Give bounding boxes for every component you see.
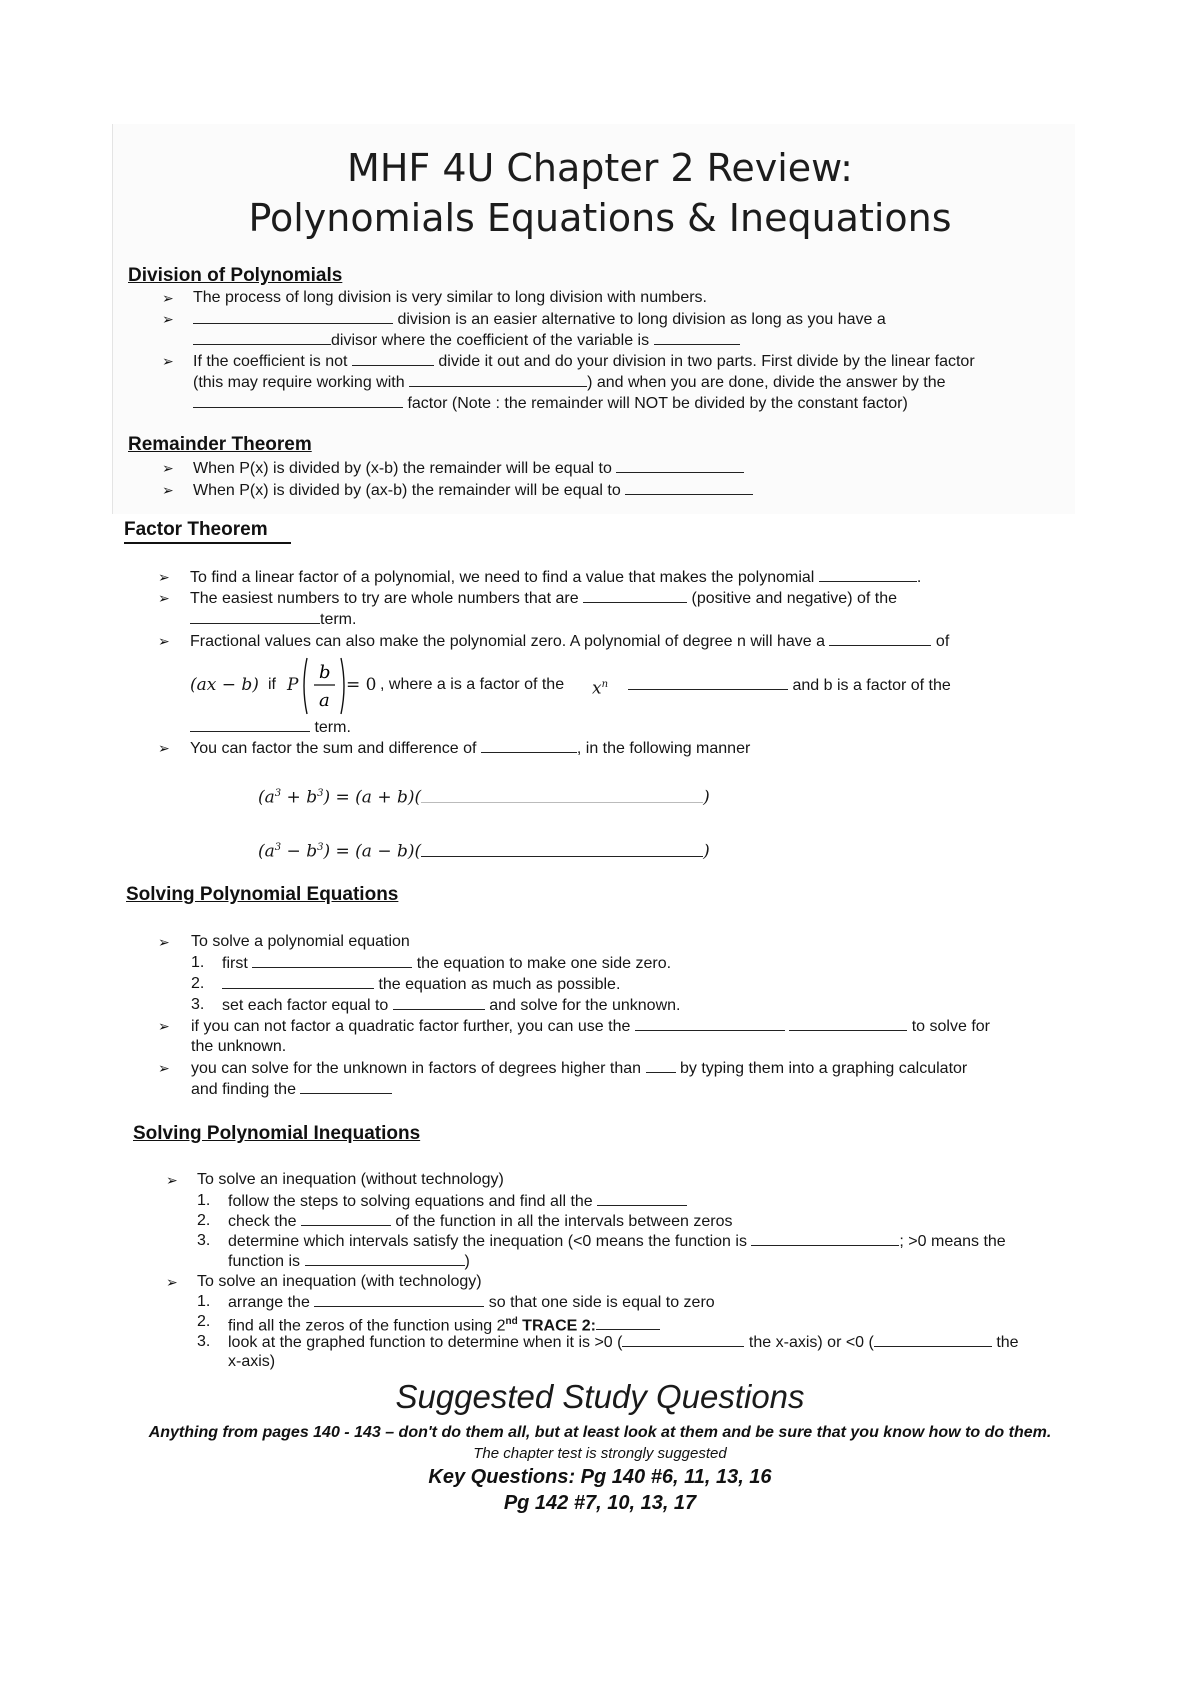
bullet-icon: ➢	[158, 1060, 170, 1076]
division-bullet-3-cont2	[193, 393, 908, 414]
solving-ineq-tech-step-1-a: arrange the	[228, 1294, 310, 1311]
fill-in-blank[interactable]	[314, 1292, 484, 1307]
solving-eq-step-3-b: and solve for the unknown.	[489, 997, 681, 1014]
step-number: 3.	[197, 1333, 211, 1350]
suggested-line-1: Anything from pages 140 - 143 – don't do them all, but at least look at them and be sure that you know how to do them.	[148, 1424, 1052, 1441]
bullet-icon: ➢	[162, 482, 174, 498]
solving-ineq-tech-step-2-sup: nd	[505, 1316, 518, 1327]
close-paren: )	[703, 841, 710, 862]
division-bullet-3-cont	[193, 372, 946, 393]
bullet-icon: ➢	[162, 311, 174, 327]
left-paren	[304, 658, 307, 714]
solving-eq-bullet-2-b: to solve for	[911, 1018, 990, 1035]
solving-ineq-step-3-c: function is	[228, 1253, 301, 1270]
solving-ineq-step-1-text: follow the steps to solving equations and find all the	[228, 1193, 593, 1210]
close-paren: )	[703, 787, 710, 808]
fill-in-blank[interactable]	[222, 974, 374, 989]
fill-in-blank[interactable]	[193, 330, 331, 345]
division-bullet-2-cont	[193, 330, 740, 351]
factor-bullet-2-cont	[190, 609, 356, 630]
solving-eq-step-1-b: the equation to make one side zero.	[416, 955, 672, 972]
fill-in-blank[interactable]	[190, 717, 310, 732]
section-heading-division: Division of Polynomials	[128, 265, 343, 286]
fill-in-blank[interactable]	[409, 372, 587, 387]
suggested-study-heading: Suggested Study Questions	[395, 1378, 805, 1415]
fill-in-blank[interactable]	[622, 1332, 744, 1347]
exponent: 3	[317, 842, 324, 853]
remainder-bullet-2	[193, 480, 753, 501]
bullet-icon: ➢	[166, 1172, 178, 1188]
solving-eq-step-1	[222, 953, 671, 974]
sum-lhs: (a	[258, 787, 275, 808]
solving-eq-bullet-3-b: by typing them into a graphing calculator	[679, 1060, 968, 1077]
factor-bullet-3-andb: and b is a factor of the	[792, 677, 951, 694]
step-number: 1.	[191, 954, 205, 971]
section-heading-remainder: Remainder Theorem	[128, 434, 312, 455]
key-questions-line-2: Pg 142 #7, 10, 13, 17	[503, 1492, 697, 1514]
fill-in-blank[interactable]	[751, 1231, 899, 1246]
diff-lhs: (a	[258, 841, 275, 862]
factor-bullet-2-text-b: (positive and negative) of the	[691, 590, 898, 607]
step-number: 2.	[191, 975, 205, 992]
remainder-bullet-1	[193, 458, 744, 479]
bullet-icon: ➢	[162, 353, 174, 369]
solving-eq-bullet-3-c: and finding the	[191, 1081, 296, 1098]
division-bullet-3-text-a: If the coefficient is not	[193, 353, 348, 370]
factor-math-P: P	[287, 675, 299, 695]
section-heading-solving-equations: Solving Polynomial Equations	[126, 884, 399, 905]
factor-bullet-3-text-a: Fractional values can also make the polynomial zero. A polynomial of degree n will have a	[190, 633, 826, 650]
solving-eq-bullet-1: To solve a polynomial equation	[191, 933, 410, 950]
remainder-bullet-1-text: When P(x) is divided by (x-b) the remainder will be equal to	[193, 460, 612, 477]
solving-ineq-tech-step-3-c: the	[996, 1334, 1019, 1351]
page-title-line1: MHF 4U Chapter 2 Review:	[347, 146, 853, 190]
factor-bullet-3-cont	[190, 717, 351, 738]
fill-in-blank[interactable]	[252, 953, 412, 968]
fill-in-blank[interactable]	[819, 567, 917, 582]
right-paren	[341, 658, 344, 714]
division-bullet-2-cont-text: divisor where the coefficient of the variable is	[331, 332, 650, 349]
solving-ineq-tech-step-1-b: so that one side is equal to zero	[488, 1294, 715, 1311]
solving-eq-step-1-a: first	[222, 955, 248, 972]
heading-underline	[124, 542, 291, 544]
fill-in-blank[interactable]	[625, 480, 753, 495]
section-heading-solving-inequations: Solving Polynomial Inequations	[133, 1123, 421, 1144]
solving-ineq-step-3-d: )	[464, 1253, 470, 1270]
fill-in-blank[interactable]	[829, 631, 931, 646]
solving-eq-step-2	[222, 974, 620, 995]
fill-in-blank[interactable]	[654, 330, 740, 345]
division-bullet-2	[193, 309, 886, 330]
solving-ineq-tech-step-3-b: the x-axis) or <0 (	[748, 1334, 874, 1351]
fill-in-blank[interactable]	[305, 1251, 465, 1266]
factor-bullet-3-blank-row	[628, 675, 951, 696]
solving-ineq-step-2-b: of the function in all the intervals between zeros	[395, 1213, 733, 1230]
fill-in-blank[interactable]	[597, 1191, 687, 1206]
diff-mid: − b	[281, 841, 318, 862]
fill-in-blank[interactable]	[300, 1079, 392, 1094]
solving-ineq-step-3-a: determine which intervals satisfy the inequation (<0 means the function is	[228, 1233, 747, 1250]
step-number: 1.	[197, 1192, 211, 1209]
factor-bullet-4-text-a: You can factor the sum and difference of	[190, 740, 477, 757]
solving-eq-bullet-2-cont: the unknown.	[191, 1038, 287, 1055]
fill-in-blank[interactable]	[583, 588, 687, 603]
solving-ineq-tech-step-2-b: TRACE 2:	[517, 1317, 596, 1335]
exponent: 3	[274, 842, 282, 853]
fill-in-blank[interactable]	[635, 1016, 785, 1031]
fill-in-blank[interactable]	[616, 458, 744, 473]
fill-in-blank[interactable]	[596, 1315, 660, 1330]
factor-bullet-4	[190, 738, 750, 759]
solving-eq-step-3	[222, 995, 680, 1016]
division-bullet-3-text-d: ) and when you are done, divide the answer by the	[587, 374, 946, 391]
division-bullet-3	[193, 351, 975, 372]
bullet-icon: ➢	[158, 590, 170, 606]
difference-of-cubes	[258, 838, 710, 862]
division-bullet-3-text-e: factor (Note : the remainder will NOT be divided by the constant factor)	[407, 395, 908, 412]
factor-bullet-4-text-b: , in the following manner	[576, 740, 751, 757]
fraction-denominator: a	[319, 690, 330, 711]
fill-in-blank[interactable]	[393, 995, 485, 1010]
factor-bullet-2	[190, 588, 897, 609]
solving-ineq-step-3-b: ; >0 means the	[899, 1233, 1006, 1250]
solving-ineq-step-2	[228, 1211, 732, 1232]
bullet-icon: ➢	[158, 934, 170, 950]
fill-in-blank[interactable]	[646, 1058, 676, 1073]
factor-math-ax-b: (ax − b)	[190, 675, 259, 695]
factor-bullet-3-text-b: of	[935, 633, 950, 650]
solving-eq-step-2-b: the equation as much as possible.	[378, 976, 621, 993]
division-bullet-1: The process of long division is very similar to long division with numbers.	[193, 289, 707, 306]
solving-ineq-bullet-2: To solve an inequation (with technology)	[197, 1273, 482, 1290]
factor-bullet-1-end: .	[916, 569, 922, 586]
bullet-icon: ➢	[162, 290, 174, 306]
step-number: 2.	[197, 1212, 211, 1229]
fill-in-blank[interactable]	[421, 842, 703, 857]
solving-ineq-tech-step-3	[228, 1332, 1019, 1353]
solving-ineq-tech-step-2-a: find all the zeros of the function using 2	[228, 1317, 506, 1335]
fill-in-blank[interactable]	[628, 675, 788, 690]
factor-math-if: if	[268, 676, 276, 693]
fill-in-blank[interactable]	[481, 738, 577, 753]
solving-eq-bullet-3	[191, 1058, 967, 1079]
bullet-icon: ➢	[158, 633, 170, 649]
factor-bullet-3	[190, 631, 949, 652]
page-title-line2: Polynomials Equations & Inequations	[248, 196, 952, 240]
fill-in-blank[interactable]	[352, 351, 434, 366]
suggested-line-2: The chapter test is strongly suggested	[473, 1445, 727, 1462]
sum-mid: + b	[281, 787, 318, 808]
fraction-numerator: b	[319, 662, 331, 683]
step-number: 3.	[197, 1232, 211, 1249]
fill-in-blank[interactable]	[301, 1211, 391, 1226]
exponent: 3	[274, 788, 282, 799]
bullet-icon: ➢	[158, 740, 170, 756]
fill-in-blank[interactable]	[193, 393, 403, 408]
solving-ineq-step-1	[228, 1191, 687, 1212]
bullet-icon: ➢	[158, 569, 170, 585]
exponent: 3	[317, 788, 324, 799]
section-heading-factor: Factor Theorem	[124, 519, 268, 540]
factor-bullet-3-where: , where a is a factor of the	[380, 676, 565, 693]
factor-bullet-1-text: To find a linear factor of a polynomial, we need to find a value that makes the polynomial	[190, 569, 815, 586]
step-number: 3.	[191, 996, 205, 1013]
solving-ineq-tech-step-3-a: look at the graphed function to determine when it is >0 (	[228, 1334, 623, 1351]
fill-in-blank[interactable]	[421, 788, 703, 803]
solving-ineq-bullet-1: To solve an inequation (without technology)	[197, 1171, 504, 1188]
solving-ineq-tech-step-3-cont: x-axis)	[228, 1353, 276, 1370]
fill-in-blank[interactable]	[190, 609, 320, 624]
solving-eq-bullet-2-a: if you can not factor a quadratic factor further, you can use the	[191, 1018, 631, 1035]
key-questions-line-1: Key Questions: Pg 140 #6, 11, 13, 16	[428, 1466, 772, 1488]
solving-ineq-tech-step-1	[228, 1292, 715, 1313]
solving-ineq-step-3-cont	[228, 1251, 470, 1272]
remainder-bullet-2-text: When P(x) is divided by (ax-b) the remainder will be equal to	[193, 482, 621, 499]
solving-ineq-step-3	[228, 1231, 1006, 1252]
solving-eq-bullet-3-cont	[191, 1079, 392, 1100]
diff-rhs: ) = (a − b)(	[323, 841, 422, 862]
solving-eq-bullet-3-a: you can solve for the unknown in factors of degrees higher than	[191, 1060, 642, 1077]
factor-bullet-3-term: term.	[314, 719, 351, 736]
solving-ineq-step-2-a: check the	[228, 1213, 297, 1230]
step-number: 2.	[197, 1313, 211, 1330]
factor-math-xn	[592, 675, 608, 699]
fill-in-blank[interactable]	[789, 1016, 907, 1031]
division-bullet-2-text: division is an easier alternative to long division as long as you have a	[397, 311, 886, 328]
factor-math-x: x	[592, 678, 602, 699]
factor-bullet-2-text-c: term.	[320, 611, 357, 628]
fill-in-blank[interactable]	[874, 1332, 992, 1347]
factor-bullet-2-text-a: The easiest numbers to try are whole numbers that are	[190, 590, 579, 607]
bullet-icon: ➢	[162, 460, 174, 476]
sum-rhs: ) = (a + b)(	[323, 787, 422, 808]
solving-eq-step-3-a: set each factor equal to	[222, 997, 389, 1014]
factor-math-eq0: = 0	[346, 675, 377, 695]
solving-eq-bullet-2	[191, 1016, 990, 1037]
division-bullet-3-text-c: (this may require working with	[193, 374, 405, 391]
fill-in-blank[interactable]	[193, 309, 393, 324]
sum-of-cubes	[258, 784, 710, 808]
factor-bullet-1	[190, 567, 921, 588]
bullet-icon: ➢	[166, 1274, 178, 1290]
division-bullet-3-text-b: divide it out and do your division in two parts. First divide by the linear factor	[438, 353, 975, 370]
factor-math-n: n	[601, 679, 609, 690]
step-number: 1.	[197, 1293, 211, 1310]
bullet-icon: ➢	[158, 1018, 170, 1034]
